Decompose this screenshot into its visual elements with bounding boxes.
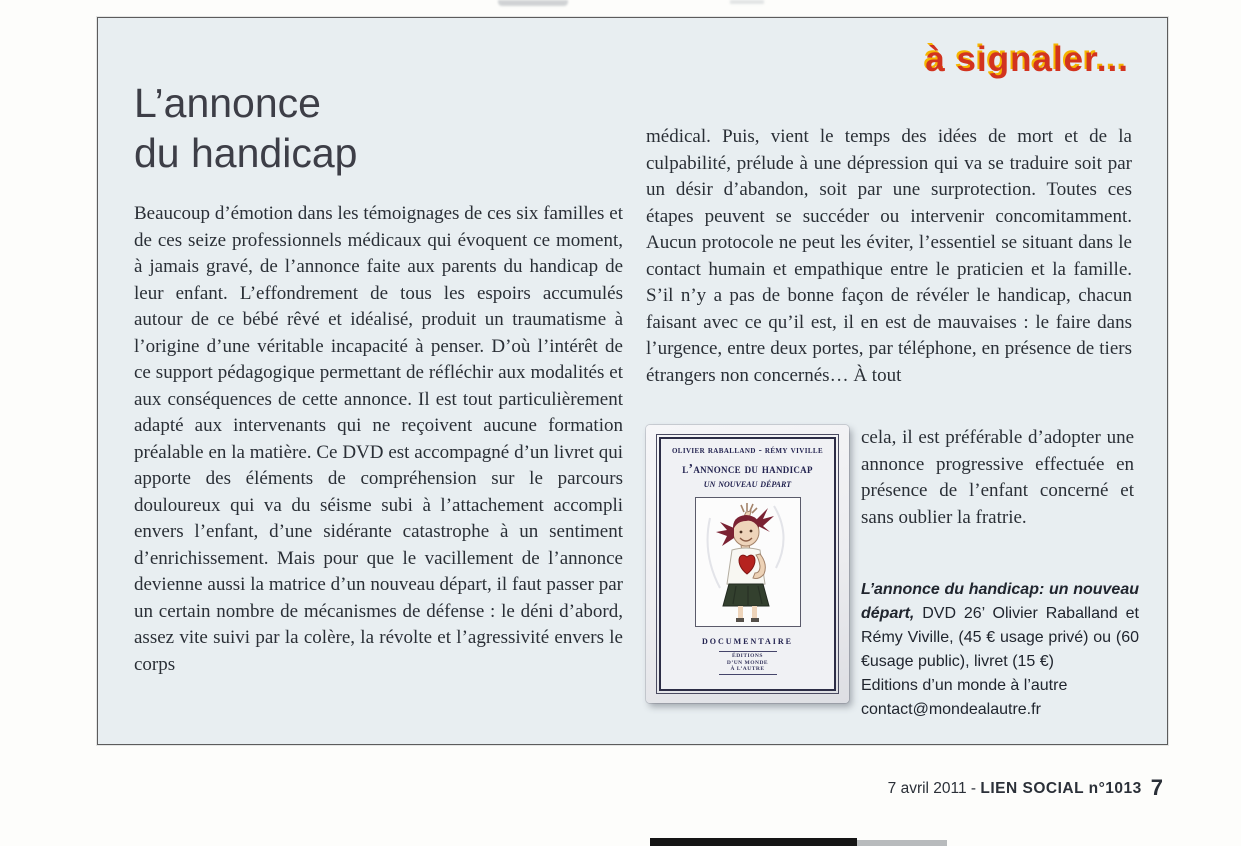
dvd-logo-line-3: À L’AUTRE	[730, 666, 765, 672]
scan-artifact-bottom	[650, 838, 857, 846]
dvd-subtitle: un nouveau départ	[703, 478, 792, 490]
scan-artifact-top	[498, 0, 568, 6]
caption-details: DVD 26’ Olivier Raballand et Rémy Viville, (45 € usage privé) ou (60 €usage public), livret (15 €)	[861, 605, 1139, 670]
dvd-logo-line-1: ÉDITIONS	[732, 653, 763, 659]
article-title	[134, 78, 357, 178]
dvd-genre: documentaire	[702, 633, 793, 647]
section-header: à signaler...	[925, 40, 1129, 79]
dvd-cover-frame	[656, 434, 839, 694]
caption-title: L’annonce du handicap: un nouveau départ,	[861, 581, 1139, 622]
scan-artifact-bottom-2	[857, 840, 947, 846]
caption-lead	[861, 578, 1139, 674]
dvd-authors: olivier raballand - rémy viville	[671, 446, 824, 456]
dvd-illustration	[695, 497, 801, 627]
article-box	[97, 17, 1168, 745]
article-title-line-2: du handicap	[134, 130, 358, 176]
page-footer	[888, 775, 1163, 801]
article-right-column-wrap: cela, il est préférable d’adopter une annonce progressive effectuée en présence de l’enfant concerné et sans oublier la fratrie.	[861, 427, 1134, 528]
footer-separator: -	[966, 780, 981, 797]
article-left-column: Beaucoup d’émotion dans les témoignages de ces six familles et de ces seize professionnels médicaux qui évoquent ce moment, à jamais gravé, de l’annonce faite aux parents du handicap de leur enfant. L’effondrement de tous les espoirs accumulés autour de ce bébé rêvé et idéalisé, produit un traumatisme à l’origine d’une véritable incapacité à penser. D’où l’intérêt de ce support pédagogique permettant de réfléchir aux modalités et aux conséquences de cette annonce. Il est tout particulièrement adapté aux intervenants qui ne reçoivent aucune formation préalable en la matière. Ce DVD est accompagné d’un livret qui apporte des éléments de compréhension sur le parcours douloureux qui va du séisme subi à l’attachement accompli envers l’enfant, d’une sidérante catastrophe à un sentiment d’enrichissement. Mais pour que le vacillement de l’annonce devienne aussi la matrice d’un nouveau départ, il faut passer par un certain nombre de mécanismes de défense : le déni d’abord, assez vite suivi par la colère, la révolte et l’agressivité envers le corps	[134, 203, 623, 675]
article-right-column-top: médical. Puis, vient le temps des idées de mort et de la culpabilité, prélude à une dépression qui va se traduire soit par un désir d’abandon, soit par une surprotection. Toutes ces étapes peuvent se succéder ou intervenir concomitamment. Aucun protocole ne peut les éviter, l’essentiel se situant dans le contact humain et empathique entre le praticien et la famille. S’il n’y a pas de bonne façon de révéler le handicap, chacun faisant avec ce qu’il est, il en est de mauvaises : le faire dans l’urgence, entre deux portes, par téléphone, en présence de tiers étrangers non concernés… À tout	[646, 126, 1132, 386]
scan-artifact-top-2	[730, 0, 764, 4]
caption-publisher: Editions d’un monde à l’autre	[861, 677, 1068, 694]
footer-date: 7 avril 2011	[887, 780, 967, 797]
footer-page-number: 7	[1150, 775, 1163, 800]
dvd-publisher-logo	[719, 651, 777, 675]
dvd-title: l’annonce du handicap	[682, 461, 813, 476]
article-title-line-1: L’annonce	[134, 80, 321, 126]
dvd-cover	[646, 425, 849, 703]
caption-contact: contact@mondealautre.fr	[861, 701, 1041, 718]
girl-illustration	[696, 498, 800, 626]
dvd-logo-line-2: D’UN MONDE	[726, 659, 769, 666]
dvd-cover-inner	[659, 437, 836, 691]
review-caption	[861, 578, 1139, 722]
footer-magazine: LIEN SOCIAL n°1013	[980, 780, 1142, 797]
